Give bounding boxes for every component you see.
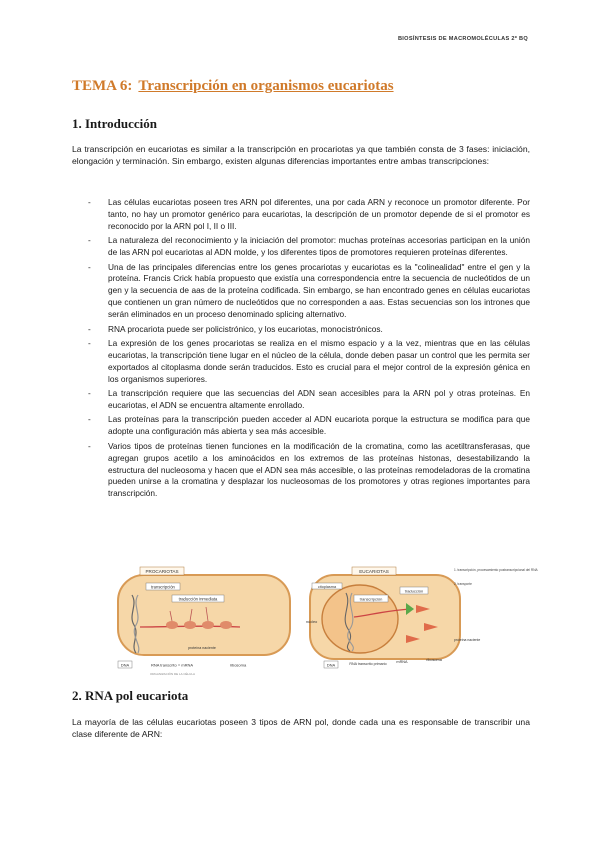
eukaryote-protein-label: proteína naciente: [454, 638, 481, 642]
eukaryote-cytoplasm-label: citoplasma: [317, 584, 337, 589]
ribosome-shape: [166, 621, 178, 629]
eukaryote-title: EUCARIOTAS: [359, 569, 389, 574]
eukaryote-ribosome-label: ribosoma: [426, 658, 442, 662]
prokaryote-cell: [118, 567, 290, 676]
prokaryote-title: PROCARIOTAS: [145, 569, 179, 574]
eukaryote-note-2: 2. transporte: [454, 582, 472, 586]
eukaryote-rna-label: RNA transcrito primario: [349, 662, 387, 666]
section-2-intro: La mayoría de las células eucariotas poseen 3 tipos de ARN pol, donde cada una es responsable de transcribir una clase diferente de ARN:: [72, 717, 530, 740]
eukaryote-transcription-label: transcripción: [359, 596, 383, 602]
list-item: - La naturaleza del reconocimiento y la iniciación del promotor: muchas proteínas accesorias participan en la unión de las ARN pol eucariotas al ADN molde, y los diferentes tipos de promotores requieren proteínas diferentes.: [72, 235, 530, 259]
eukaryote-translation-label: traducción: [404, 588, 424, 594]
prokaryote-caption: ORGANIZACIÓN DE LA CÉLULA: [150, 672, 196, 676]
prokaryote-eukaryote-diagram: [110, 565, 538, 677]
section-2-heading: 2. RNA pol eucariota: [72, 688, 189, 703]
list-item: - RNA procariota puede ser policistrónico, y los eucariotas, monocistrónicos.: [72, 324, 530, 336]
prokaryote-protein-label: proteína naciente: [188, 646, 216, 650]
title-number: TEMA 6:: [72, 78, 133, 94]
page-title: [72, 78, 394, 95]
list-item: - La expresión de los genes procariotas se realiza en el mismo espacio y a la vez, mientras que en las células eucariotas, la transcripción tiene lugar en el núcleo de la célula, donde deben pasar un control que les permita ser exportados al citoplasma donde serán traducidos. Esto es crucial para el mejor control de la expresión génica en los organismos superiores.: [72, 338, 530, 386]
prokaryote-dna-label: DNA: [120, 662, 130, 668]
eukaryote-cell: [306, 567, 538, 668]
differences-list: [72, 197, 530, 503]
eukaryote-dna-label: DNA: [326, 662, 336, 668]
section-1-intro: La transcripción en eucariotas es similar a la transcripción en procariotas ya que también consta de 3 fases: iniciación, elongación y terminación. Sin embargo, existen algunas diferencias importantes entre ambas transcripciones:: [72, 144, 530, 167]
eukaryote-note-1: 1. transcripción, procesamiento postranscripcional del RNA: [454, 568, 538, 572]
prokaryote-transcription-label: transcripción: [151, 584, 175, 590]
running-header: BIOSÍNTESIS DE MACROMOLÉCULAS 2º BQ: [397, 36, 528, 42]
prokaryote-translation-label: traducción inmediata: [178, 596, 218, 602]
title-subtitle: Transcripción en organismos eucariotas: [138, 78, 394, 94]
prokaryote-rna-label: RNA transcrito = mRNA: [150, 662, 194, 668]
transcription-figure: [110, 565, 538, 677]
list-item: - Las proteínas para la transcripción pueden acceder al ADN eucariota porque la estructura se modifica para que adopte una configuración más abierta y sea más accesible.: [72, 414, 530, 438]
eukaryote-mrna-label: mRNA: [396, 660, 408, 664]
list-item: - Una de las principales diferencias entre los genes procariotas y eucariotas es la "colinealidad" entre el gen y la proteína. Francis Crick había propuesto que existía una correspondencia entre la secuencia de nucleótidos de un gen y la secuencia de aas de la proteína codificada. Sin embargo, se han encontrado genes en células eucariotas que contienen un gran número de nucleótidos que no corresponden a aas. Estas secuencias son los intrones que serán eliminados en un proceso denominado splicing alternativo.: [72, 262, 530, 322]
list-item: - Varios tipos de proteínas tienen funciones en la modificación de la cromatina, como las acetiltransferasas, que agregan grupos acetilo a los aminoácidos en los extremos de las proteínas histonas, desestabilizando la estructura del nucleosoma y hacen que el ADN sea más accesible, o las proteínas remodeladoras de la cromatina pueden unirse a la cromatina y desplazar los nucleosomas de los promotores y otras regiones importantes para transcripción.: [72, 441, 530, 501]
list-item: - Las células eucariotas poseen tres ARN pol diferentes, una por cada ARN y reconoce un promotor diferente. Por tanto, no hay un promotor genérico para eucariotas, la descripción de un promotor depende de si el promotor es reconocido por la ARN pol I, II o III.: [72, 197, 530, 233]
prokaryote-ribosome-label: ribosoma: [229, 662, 247, 668]
list-item: - La transcripción requiere que las secuencias del ADN sean accesibles para la ARN pol y otras proteínas. En eucariotas, el ADN se encuentra altamente enrollado.: [72, 388, 530, 412]
eukaryote-nucleus-label: núcleo: [306, 620, 318, 624]
section-1-heading: 1. Introducción: [72, 116, 157, 131]
